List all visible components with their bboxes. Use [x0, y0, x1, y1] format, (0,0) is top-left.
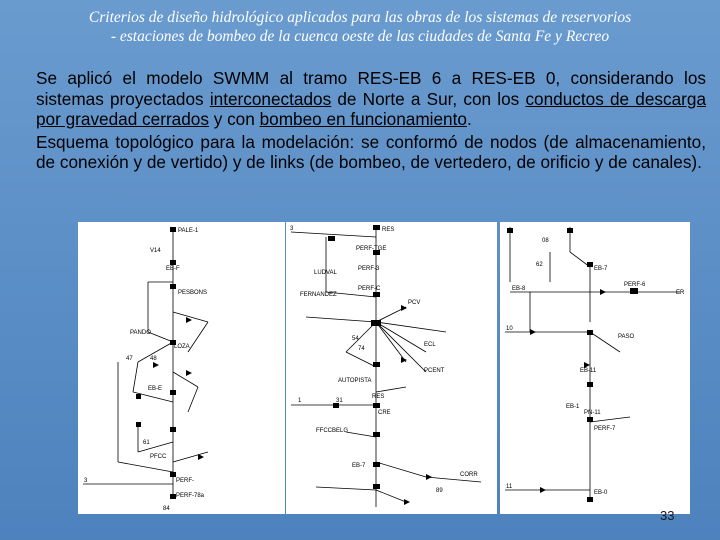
para1-text-1: Se aplicó el modelo SWMM al tramo RES-EB 6 a RES-EB 0, considerando los sistemas proyectados	[36, 68, 706, 109]
d1-label-10: PFCC	[150, 454, 167, 460]
d3-label-9: EB-1	[566, 404, 580, 410]
d2-label-10: PCENT	[424, 368, 445, 374]
topology-svg-2	[286, 222, 497, 514]
paragraph-swmm	[36, 68, 706, 130]
d1-label-14: 84	[163, 506, 170, 512]
d1-label-7: 48	[150, 356, 157, 362]
d2-label-3: LUDVAL	[314, 270, 337, 276]
d2-label-11: AUTOPISTA	[338, 378, 372, 384]
d1-label-0: PALE-1	[178, 228, 199, 234]
d2-label-14: CRE	[378, 410, 391, 416]
d1-label-12: 3	[84, 478, 88, 484]
d3-label-12: EB-0	[594, 490, 608, 496]
para1-underline-1: interconectados	[209, 88, 332, 109]
d2-label-15: FFCCBELG	[316, 428, 349, 434]
d2-label-17: CORR	[460, 472, 478, 478]
d2-label-20: 89	[436, 488, 443, 494]
d2-label-12: 31	[336, 398, 343, 404]
d1-label-4: PANDO	[130, 330, 151, 336]
d3-label-3: EB-8	[512, 286, 526, 292]
paragraph-esquema: Esquema topológico para la modelación: se conformó de nodos (de almacenamiento, de conexión y de vertido) y de links (de bombeo, de vertedero, de orificio y de canales).	[36, 131, 706, 172]
page-number: 33	[660, 508, 675, 523]
d2-label-7: 54	[352, 336, 359, 342]
d2-label-18: 3	[290, 226, 294, 232]
d3-label-2: 62	[536, 262, 543, 268]
d2-label-0: RES	[382, 227, 395, 233]
d3-label-6: 10	[506, 326, 513, 332]
d2-label-5: PERF-C	[358, 286, 381, 292]
d2-label-8: 74	[358, 346, 365, 352]
d3-label-7: PASO	[618, 334, 635, 340]
para1-text-3: y con	[208, 109, 260, 129]
d2-label-6: PCV	[408, 300, 421, 306]
topology-svg-3	[500, 222, 690, 514]
d2-label-2: PERF-3	[358, 266, 380, 272]
d3-label-5: ER	[676, 290, 685, 296]
d1-label-5: LOZA	[174, 344, 190, 350]
para1-text-4: .	[466, 109, 472, 129]
topology-diagram-2	[286, 222, 497, 514]
d1-label-6: 47	[126, 356, 133, 362]
title-line-2: - estaciones de bombeo de la cuenca oeste de las ciudades de Santa Fe y Recreo	[110, 28, 610, 45]
d1-label-9: 61	[143, 440, 150, 446]
d1-label-11: PERF-	[176, 478, 194, 484]
d3-label-11: PERF-7	[594, 426, 616, 432]
d3-label-4: PERF-6	[624, 282, 646, 288]
d1-label-8: EB-E	[148, 386, 163, 392]
d1-label-2: EB-F	[166, 266, 180, 272]
topology-svg-1	[78, 222, 285, 514]
d2-label-13: RES	[372, 394, 385, 400]
slide-body	[36, 68, 706, 175]
d2-label-19: 1	[298, 398, 302, 404]
d3-label-0: 08	[542, 238, 549, 244]
para1-text-2: de Norte a Sur, con los	[331, 88, 526, 109]
topology-diagram-3	[500, 222, 690, 514]
d3-label-13: 11	[506, 484, 513, 490]
d3-label-1: EB-7	[594, 266, 608, 272]
d2-label-16: EB-7	[352, 463, 366, 469]
d1-label-3: PESBONS	[178, 290, 208, 296]
d2-label-9: ECL	[424, 342, 436, 348]
d2-label-1: PERF-TGE	[356, 246, 387, 252]
para1-underline-2: conductos de descarga por gravedad cerrados	[36, 88, 706, 129]
d1-label-13: PERF-78a	[176, 493, 205, 499]
title-line-1: Criterios de diseño hidrológico aplicados para las obras de los sistemas de reservorios	[88, 9, 632, 26]
slide-title	[0, 8, 720, 46]
d1-label-1: V14	[150, 248, 161, 254]
d2-label-4: FERNANDEZ	[300, 292, 337, 298]
topology-diagram-1	[78, 222, 285, 514]
d3-label-10: PN-11	[584, 410, 601, 416]
d3-label-8: EB-11	[580, 368, 597, 374]
para1-underline-3: bombeo en funcionamiento	[259, 109, 467, 129]
